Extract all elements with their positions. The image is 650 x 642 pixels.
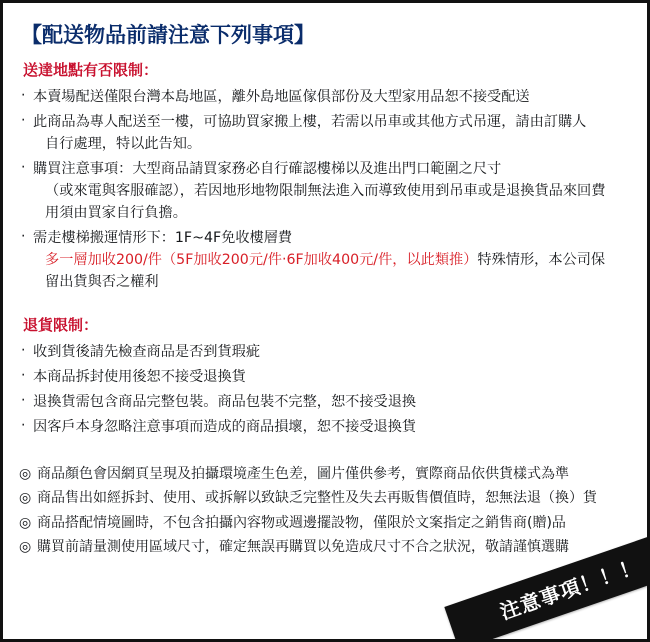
return-restriction-list [19,341,631,438]
list-item [19,366,631,388]
list-item-line: 留出貨與否之權利 [45,274,159,290]
list-item-line: 自行處理，特以此告知。 [45,136,202,152]
section-heading-return: 退貨限制： [23,316,99,334]
bullet-icon: ‧ [21,160,26,176]
note-text: 商品搭配情境圖時，不包含拍攝內容物或週邊擺設物，僅限於文案指定之銷售商(贈)品 [37,514,566,531]
notice-content [3,3,647,559]
note-text: 購買前請量測使用區域尺寸，確定無誤再購買以免造成尺寸不合之狀況，敬請謹慎選購 [37,539,569,556]
circle-bullet-icon: ◎ [19,514,32,531]
list-item [19,158,631,224]
list-item [19,111,631,155]
bullet-icon: ‧ [21,393,26,409]
bullet-icon: ‧ [21,343,26,359]
list-item-line-highlighted [33,249,631,271]
bullet-icon: ‧ [21,88,26,104]
list-item-line: 退換貨需包含商品完整包裝。商品包裝不完整，恕不接受退換 [33,394,417,410]
attention-ribbon: 注意事項！！！ [444,526,650,642]
list-item [19,227,631,293]
circle-bullet-icon: ◎ [19,490,32,507]
list-item [19,536,631,558]
list-item [19,341,631,363]
list-item [19,487,631,509]
list-item-line: 本賣場配送僅限台灣本島地區，離外島地區傢俱部份及大型家用品恕不接受配送 [33,89,530,105]
bullet-icon: ‧ [21,368,26,384]
list-item-line: 因客戶本身忽略注意事項而造成的商品損壞，恕不接受退換貨 [33,419,417,435]
note-text: 商品售出如經拆封、使用、或拆解以致缺乏完整性及失去再販售價值時，恕無法退（換）貨 [37,490,597,507]
list-item [19,391,631,413]
list-item [19,512,631,534]
general-notes-list [19,463,631,559]
list-item-line: （或來電與客服確認），若因地形地物限制無法進入而導致使用到吊車或是退換貨品來回費 [45,183,606,199]
surcharge-text: 多一層加收200/件（5F加收200元/件‧6F加收400元/件，以此類推） [45,252,478,268]
list-item-line: 需走樓梯搬運情形下：1F~4F免收樓層費 [33,230,293,246]
list-item [19,86,631,108]
note-text: 商品顏色會因網頁呈現及拍攝環境產生色差，圖片僅供參考，實際商品依供貨樣式為準 [37,466,569,482]
circle-bullet-icon: ◎ [19,466,32,482]
bullet-icon: ‧ [21,418,26,434]
list-item-line: 此商品為專人配送至一樓，可協助買家搬上樓，若需以吊車或其他方式吊運，請由訂購人 [33,114,587,130]
bullet-icon: ‧ [21,113,26,129]
list-item-line: 用須由買家自行負擔。 [45,205,187,221]
surcharge-suffix: 特殊情形，本公司保 [477,252,606,268]
section-heading-delivery: 送達地點有否限制： [23,61,159,79]
list-item-line: 購買注意事項：大型商品請買家務必自行確認樓梯以及進出門口範圍之尺寸 [33,161,502,177]
delivery-restriction-list [19,86,631,293]
circle-bullet-icon: ◎ [19,539,32,556]
bullet-icon: ‧ [21,229,26,245]
list-item [19,416,631,438]
list-item-line: 收到貨後請先檢查商品是否到貨瑕疵 [33,344,261,360]
page-title: 【配送物品前請注意下列事項】 [21,23,315,47]
list-item-line: 本商品拆封使用後恕不接受退換貨 [33,369,246,385]
list-item [19,463,631,485]
